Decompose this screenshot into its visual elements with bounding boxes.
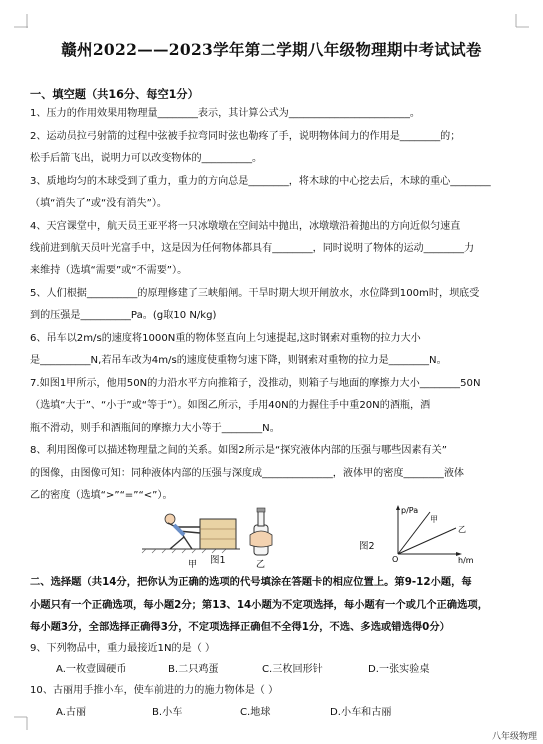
question-line: 松手后箭飞出，说明力可以改变物体的__________。 [30, 153, 263, 164]
question-9-option-a[interactable]: A.一枚壹圆硬币 [56, 664, 127, 675]
hand-holding-bottle-illustration [250, 508, 272, 555]
exam-title: 赣州2022——2023学年第二学期八年级物理期中考试试卷 [61, 40, 482, 59]
question-line: 乙的密度（选填“>”“=”“<”）。 [30, 490, 173, 501]
question-line: 是__________N,若吊车改为4m/s的速度使重物匀速下降，则钢索对重物的拉力是________N。 [30, 355, 447, 366]
question-line: 7.如图1甲所示，他用50N的力沿水平方向推箱子，没推动，则箱子与地面的摩擦力大小________50N [30, 378, 481, 389]
crop-mark-top-right [515, 14, 529, 28]
section2-intro-line: 二、选择题（共14分，把你认为正确的选项的代号填涂在答题卡的相应位置上。第9-12小题，每 [30, 576, 472, 588]
section1-heading: 一、填空题（共16分、每空1分） [30, 88, 199, 101]
question-line: 2、运动员拉弓射箭的过程中弦被手拉弯同时弦也勒疼了手，说明物体间力的作用是________的； [30, 131, 461, 142]
question-9-option-d[interactable]: D.一张实验桌 [368, 664, 430, 675]
figure-1-caption: 图1 [210, 555, 226, 566]
crop-mark-top-left [14, 14, 28, 28]
crop-mark-bottom-left [14, 716, 28, 730]
question-10-option-d[interactable]: D.小车和古丽 [330, 707, 392, 718]
question-line: 3、质地均匀的木球受到了重力，重力的方向总是________，将木球的中心挖去后，木球的重心________ [30, 176, 491, 187]
y-axis-label: p/Pa [401, 506, 419, 515]
question-line: 线前进到航天员叶光富手中，这是因为任何物体都具有________，同时说明了物体的运动________力 [30, 243, 475, 254]
series-label-yi: 乙 [458, 525, 466, 534]
series-label-jia: 甲 [430, 515, 438, 524]
question-10-option-c[interactable]: C.地球 [240, 707, 271, 718]
question-line: 8、利用图像可以描述物理量之间的关系。如图2所示是“探究液体内部的压强与哪些因素有关” [30, 445, 447, 456]
page-footer: 八年级物理 [491, 732, 537, 742]
question-10-option-b[interactable]: B.小车 [152, 707, 183, 718]
question-9-option-c[interactable]: C.三枚回形针 [262, 664, 323, 675]
figure-1-label-a: 甲 [188, 560, 198, 570]
series-line-jia [398, 512, 430, 554]
question-9-option-b[interactable]: B.二只鸡蛋 [168, 664, 219, 675]
question-line: 来维持（选填“需要”或“不需要”）。 [30, 265, 188, 276]
question-line: 6、吊车以2m/s的速度将1000N重的物体竖直向上匀速提起,这时钢索对重物的拉力大小 [30, 333, 421, 344]
figure-2-graph [392, 504, 482, 566]
question-line: （填“消失了”或“没有消失”）。 [30, 198, 167, 209]
question-line: 4、天宫课堂中，航天员王亚平将一只冰墩墩在空间站中抛出，冰墩墩沿着抛出的方向近似匀速直 [30, 221, 461, 232]
question-line: 5、人们根据__________的原理修建了三峡船闸。干旱时期大坝开闸放水，水位降到100m时，坝底受 [30, 288, 480, 299]
question-line: 1、压力的作用效果用物理量________表示，其计算公式为________________________。 [30, 108, 420, 119]
figure-1-label-b: 乙 [256, 560, 266, 570]
question-10-option-a[interactable]: A.古丽 [56, 707, 87, 718]
question-10-stem: 10、古丽用手推小车，使车前进的力的施力物体是（ ） [30, 685, 279, 696]
person-pushing-box-illustration [142, 514, 240, 553]
origin-label: O [392, 555, 399, 564]
x-axis-label: h/m [458, 556, 474, 565]
question-9-stem: 9、下列物品中，重力最接近1N的是（ ） [30, 643, 216, 654]
figure-2-caption: 图2 [359, 541, 375, 552]
section2-intro-line: 小题只有一个正确选项，每小题2分；第13、14小题为不定项选择，每小题有一个或几个正确选项， [30, 599, 488, 611]
question-line: 到的压强是__________Pa。(g取10 N/kg) [30, 310, 217, 321]
question-line: （选填“大于”、“小于”或“等于”）。如图乙所示，手用40N的力握住手中重20N的酒瓶，酒 [30, 400, 431, 411]
question-line: 的图像，由图像可知：同种液体内部的压强与深度成______________，液体甲的密度________液体 [30, 468, 465, 479]
question-line: 瓶不滑动，则手和酒瓶间的摩擦力大小等于________N。 [30, 423, 280, 434]
series-line-yi [398, 528, 456, 554]
section2-intro-line: 每小题3分，全部选择正确得3分，不定项选择正确但不全得1分，不选、多选或错选得0分） [30, 621, 450, 633]
